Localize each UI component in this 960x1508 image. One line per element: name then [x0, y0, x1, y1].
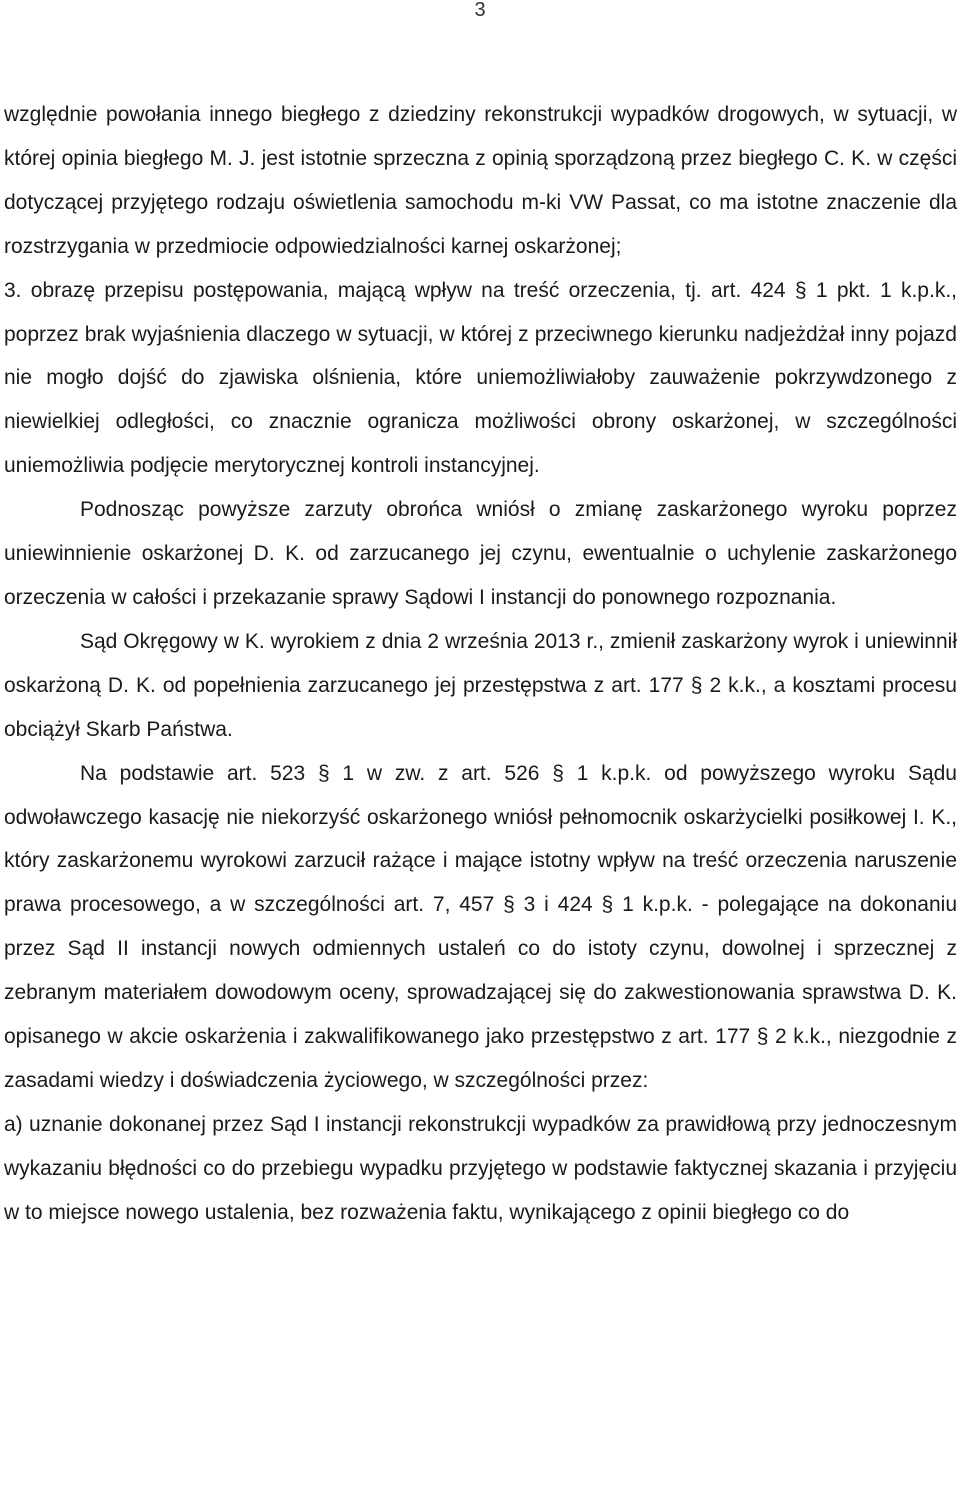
document-body: [4, 93, 957, 1235]
page-number: 3: [474, 0, 486, 21]
paragraph-continuation: względnie powołania innego biegłego z dziedziny rekonstrukcji wypadków drogowych, w sytuacji, w której opinia biegłego M. J. jest istotnie sprzeczna z opinią sporządzoną przez biegłego C. K. w części dotyczącej przyjętego rodzaju oświetlenia samochodu m-ki VW Passat, co ma istotne znaczenie dla rozstrzygania w przedmiocie odpowiedzialności karnej oskarżonej;: [4, 103, 957, 258]
paragraph-cassation: Na podstawie art. 523 § 1 w zw. z art. 526 § 1 k.p.k. od powyższego wyroku Sądu odwoławczego kasację nie niekorzyść oskarżonego wniósł pełnomocnik oskarżycielki posiłkowej I. K., który zaskarżonemu wyrokowi zarzucił rażące i mające istotny wpływ na treść orzeczenia naruszenie prawa procesowego, a w szczególności art. 7, 457 § 3 i 424 § 1 k.p.k. - polegające na dokonaniu przez Sąd II instancji nowych odmiennych ustaleń co do istoty czynu, dowolnej i sprzecznej z zebranym materiałem dowodowym oceny, sprowadzającej się do zakwestionowania sprawstwa D. K. opisanego w akcie oskarżenia i zakwalifikowanego jako przestępstwo z art. 177 § 2 k.k., niezgodnie z zasadami wiedzy i doświadczenia życiowego, w szczególności przez:: [4, 761, 957, 1092]
paragraph-appeal-request: Podnosząc powyższe zarzuty obrońca wniósł o zmianę zaskarżonego wyroku poprzez uniewinnienie oskarżonej D. K. od zarzucanego jej czynu, ewentualnie o uchylenie zaskarżonego orzeczenia w całości i przekazanie sprawy Sądowi I instancji do ponownego rozpoznania.: [4, 498, 957, 609]
paragraph-point-a: a) uznanie dokonanej przez Sąd I instancji rekonstrukcji wypadków za prawidłową przy jednoczesnym wykazaniu błędności co do przebiegu wypadku przyjętego w podstawie faktycznej skazania i przyjęciu w to miejsce nowego ustalenia, bez rozważenia faktu, wynikającego z opinii biegłego co do: [4, 1112, 957, 1224]
paragraph-district-court-ruling: Sąd Okręgowy w K. wyrokiem z dnia 2 września 2013 r., zmienił zaskarżony wyrok i uniewinnił oskarżoną D. K. od popełnienia zarzucanego jej przestępstwa z art. 177 § 2 k.k., a kosztami procesu obciążył Skarb Państwa.: [4, 629, 957, 741]
paragraph-objection-3: 3. obrazę przepisu postępowania, mającą wpływ na treść orzeczenia, tj. art. 424 § 1 pkt. 1 k.p.k., poprzez brak wyjaśnienia dlaczego w sytuacji, w której z przeciwnego kierunku nadjeżdżał inny pojazd nie mogło dojść do zjawiska olśnienia, które uniemożliwiałoby zauważenie pokrzywdzonego z niewielkiej odległości, co znacznie ogranicza możliwości obrony oskarżonej, w szczególności uniemożliwia podjęcie merytorycznej kontroli instancyjnej.: [4, 278, 957, 478]
